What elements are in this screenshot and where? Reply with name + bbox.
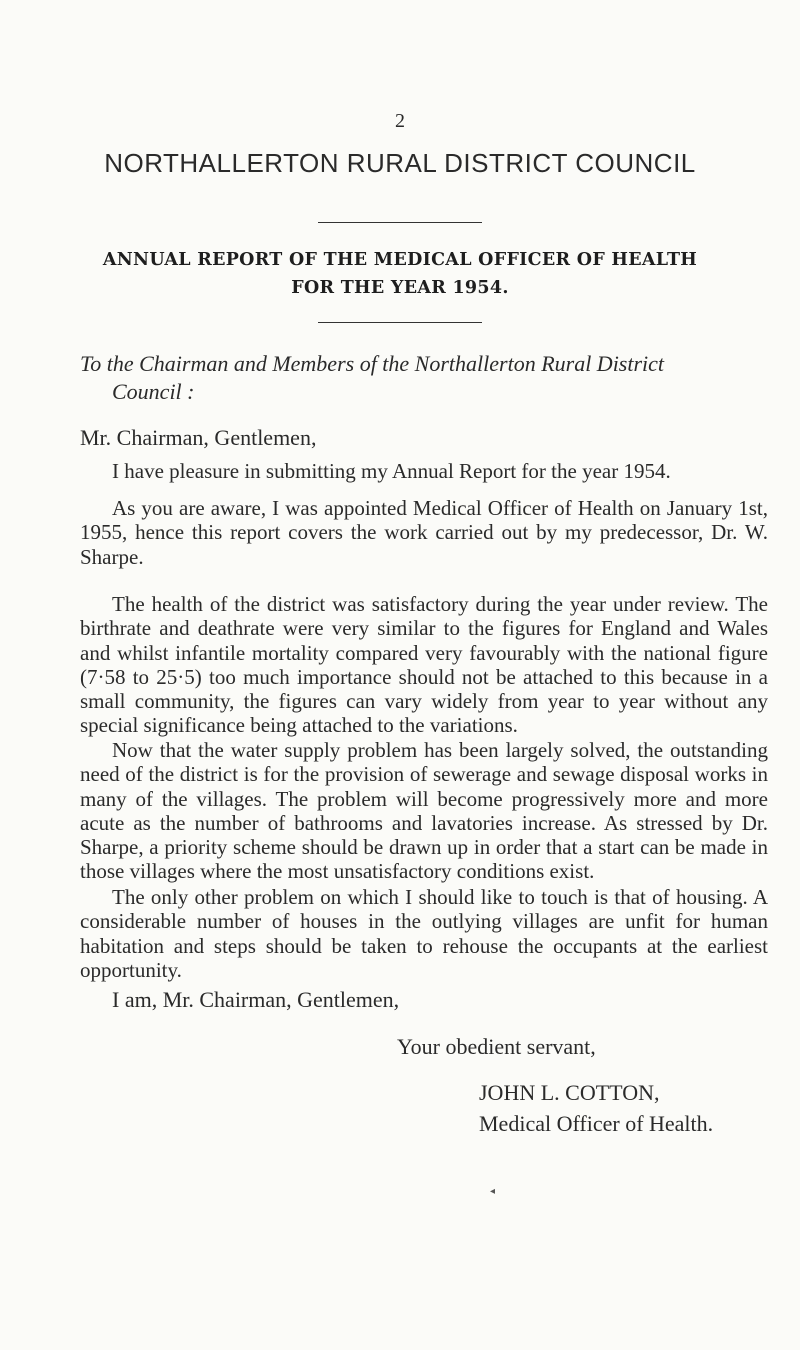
closing-line: I am, Mr. Chairman, Gentlemen, <box>112 987 400 1012</box>
letter-address <box>80 350 730 406</box>
report-title-line2: FOR THE YEAR 1954. <box>291 278 509 298</box>
divider-bottom <box>318 322 482 323</box>
salutation: Mr. Chairman, Gentlemen, <box>80 425 317 450</box>
paragraph-5: The only other problem on which I should like to touch is that of housing. A considerable number of houses in the outlying villages are unfit for human habitation and steps should be taken to rehouse the occupants at the earliest opportunity. <box>80 885 768 982</box>
page-number: 2 <box>395 110 405 132</box>
paragraph-2: As you are aware, I was appointed Medical Officer of Health on January 1st, 1955, hence this report covers the work carried out by my predecessor, Dr. W. Sharpe. <box>80 496 768 569</box>
council-title: NORTHALLERTON RURAL DISTRICT COUNCIL <box>104 148 696 178</box>
bottom-mark: ◂ <box>490 1186 496 1197</box>
report-title-line1: ANNUAL REPORT OF THE MEDICAL OFFICER OF HEALTH <box>102 250 698 270</box>
address-line2: Council : <box>112 379 195 404</box>
report-title <box>0 246 800 302</box>
signoff-line: Your obedient servant, <box>397 1034 596 1059</box>
paragraph-1: I have pleasure in submitting my Annual Report for the year 1954. <box>112 459 671 483</box>
signatory-name: JOHN L. COTTON, <box>479 1080 660 1105</box>
signatory-title: Medical Officer of Health. <box>479 1111 714 1136</box>
divider-top <box>318 222 482 223</box>
paragraph-3: The health of the district was satisfactory during the year under review. The birthrate and deathrate were very similar to the figures for England and Wales and whilst infantile mortality compared very favourably with the national figure (7·58 to 25·5) too much importance should not be attached to this because in a small community, the figures can vary widely from year to year without any special significance being attached to the variations. <box>80 592 768 738</box>
paragraph-4: Now that the water supply problem has been largely solved, the outstanding need of the district is for the provision of sewerage and sewage disposal works in many of the villages. The problem will become progressively more and more acute as the number of bathrooms and lavatories increase. As stressed by Dr. Sharpe, a priority scheme should be drawn up in order that a start can be made in those villages where the most unsatisfactory conditions exist. <box>80 738 768 884</box>
address-line1: To the Chairman and Members of the Northallerton Rural District <box>80 351 665 376</box>
